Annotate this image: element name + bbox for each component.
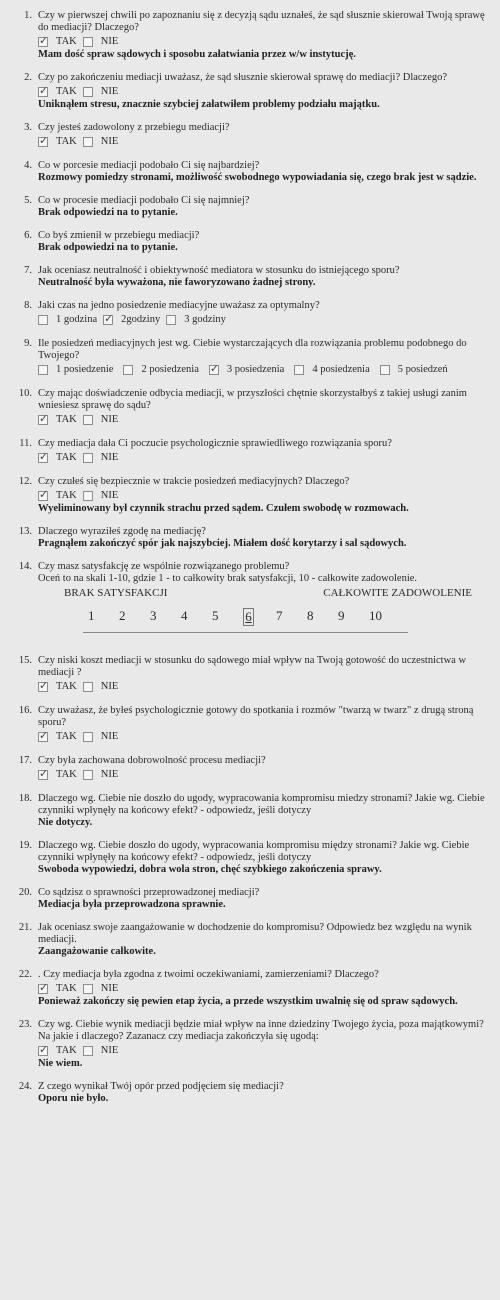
tak-checkbox[interactable] <box>38 37 48 47</box>
tak-label: TAK <box>56 135 77 147</box>
question-21 <box>10 922 492 958</box>
nie-label: NIE <box>100 1044 119 1056</box>
answer-text: Pragnąłem zakończyć spór jak najszybciej. Miałem dość korytarzy i sal sądowych. <box>38 538 407 549</box>
question-12 <box>10 476 492 515</box>
question-17 <box>10 755 492 782</box>
question-19 <box>10 840 492 876</box>
nie-label: NIE <box>100 768 119 780</box>
answer-text: Swoboda wypowiedzi, dobra wola stron, chęć szybkiego zakończenia sprawy. <box>38 864 382 875</box>
question-text: Czy mediacja dała Ci poczucie psychologicznie sprawiedliwego rozwiązania sporu? <box>38 438 392 449</box>
nie-checkbox[interactable] <box>83 984 93 994</box>
tak-label: TAK <box>56 768 77 780</box>
satisfaction-scale <box>10 587 492 633</box>
question-7 <box>10 265 492 289</box>
question-16 <box>10 705 492 744</box>
tak-checkbox[interactable] <box>38 732 48 742</box>
nie-label: NIE <box>100 413 119 425</box>
tak-label: TAK <box>56 1044 77 1056</box>
tak-checkbox[interactable] <box>38 415 48 425</box>
question-number: 19. <box>18 840 32 851</box>
question-number: 2. <box>24 72 32 83</box>
question-number: 3. <box>24 122 32 133</box>
question-14 <box>10 561 492 585</box>
nie-label: NIE <box>100 982 119 994</box>
question-text: Dlaczego wg. Ciebie nie doszło do ugody, wypracowania kompromisu miedzy stronami? Jakie wg. Ciebie czynniki wpłynęły na końcowy efekt? - odpowiedz, jeśli dotyczy <box>38 793 485 816</box>
question-text: Jak oceniasz swoje zaangażowanie w dochodzenie do kompromisu? Odpowiedz bez względu na wynik mediacji. <box>38 922 472 945</box>
question-text: Czy uważasz, że byłeś psychologicznie gotowy do spotkania i rozmów "twarzą w twarz" z drugą stroną sporu? <box>38 705 474 728</box>
question-text: Dlaczego wyraziłeś zgodę na mediację? <box>38 526 206 537</box>
tak-label: TAK <box>56 680 77 692</box>
tak-label: TAK <box>56 982 77 994</box>
nie-checkbox[interactable] <box>83 37 93 47</box>
question-text: Czy w pierwszej chwili po zapoznaniu się z decyzją sądu uznałeś, że sąd słusznie skierował Twoją sprawę do mediacji? Dlaczego? <box>38 10 485 33</box>
tak-label: TAK <box>56 451 77 463</box>
nie-checkbox[interactable] <box>83 87 93 97</box>
question-subtext: Oceń to na skali 1-10, gdzie 1 - to całkowity brak satysfakcji, 10 - całkowite zadowolenie. <box>38 573 418 584</box>
scale-value[interactable]: 10 <box>369 608 382 623</box>
tak-label: TAK <box>56 413 77 425</box>
nie-checkbox[interactable] <box>83 682 93 692</box>
scale-value[interactable]: 7 <box>276 608 283 623</box>
question-5 <box>10 195 492 219</box>
scale-value[interactable]: 5 <box>212 608 219 623</box>
tak-label: TAK <box>56 730 77 742</box>
question-number: 13. <box>18 526 32 537</box>
question-13 <box>10 526 492 550</box>
question-text: Czy mając doświadczenie odbycia mediacji, w przyszłości chętnie skorzystałbyś z takiej usługi zanim wniesiesz sprawę do sądu? <box>38 388 467 411</box>
answer-text: Oporu nie było. <box>38 1093 109 1104</box>
option-label: 5 posiedzeń <box>397 363 448 375</box>
option-label: 1 posiedzenie <box>56 363 114 375</box>
question-8 <box>10 300 492 327</box>
option-checkbox[interactable] <box>38 365 48 375</box>
option-checkbox[interactable] <box>123 365 133 375</box>
tak-checkbox[interactable] <box>38 1046 48 1056</box>
scale-low-label: BRAK SATYSFAKCJI <box>64 587 168 599</box>
tak-label: TAK <box>56 85 77 97</box>
scale-value[interactable]: 2 <box>119 608 126 623</box>
option-label: 2 posiedzenia <box>141 363 199 375</box>
question-text: Czy po zakończeniu mediacji uważasz, że sąd słusznie skierował sprawę do mediacji? Dlaczego? <box>38 72 448 83</box>
answer-text: Brak odpowiedzi na to pytanie. <box>38 207 178 218</box>
question-text: Co w procesie mediacji podobało Ci się najmniej? <box>38 195 250 206</box>
option-checkbox[interactable] <box>166 315 176 325</box>
question-text: Jak oceniasz neutralność i obiektywność mediatora w stosunku do istniejącego sporu? <box>38 265 400 276</box>
question-number: 16. <box>18 705 32 716</box>
option-checkbox[interactable] <box>209 365 219 375</box>
question-3 <box>10 122 492 149</box>
question-1 <box>10 10 492 61</box>
option-label: 2godziny <box>121 313 161 325</box>
question-text: Czy niski koszt mediacji w stosunku do sądowego miał wpływ na Twoją gotowość do uczestnictwa w mediacji ? <box>38 655 467 678</box>
nie-checkbox[interactable] <box>83 491 93 501</box>
option-checkbox[interactable] <box>38 315 48 325</box>
answer-text: Rozmowy pomiedzy stronami, możliwość swobodnego wypowiadania się, czego brak jest w sądzie. <box>38 172 477 183</box>
question-9 <box>10 338 492 377</box>
tak-checkbox[interactable] <box>38 491 48 501</box>
nie-label: NIE <box>100 489 119 501</box>
question-number: 9. <box>24 338 32 349</box>
answer-text: Mediacja była przeprowadzona sprawnie. <box>38 899 226 910</box>
option-label: 3 posiedzenia <box>226 363 285 375</box>
question-text: . Czy mediacja była zgodna z twoimi oczekiwaniami, zamierzeniami? Dlaczego? <box>38 969 379 980</box>
answer-text: Uniknąłem stresu, znacznie szybciej załatwiłem problemy podziału majątku. <box>38 99 380 110</box>
question-number: 14. <box>18 561 32 572</box>
question-number: 1. <box>24 10 32 21</box>
scale-value[interactable]: 1 <box>88 608 95 623</box>
question-text: Czy jesteś zadowolony z przebiegu mediacji? <box>38 122 230 133</box>
nie-label: NIE <box>100 135 119 147</box>
option-label: 3 godziny <box>184 313 226 325</box>
question-text: Czy była zachowana dobrowolność procesu mediacji? <box>38 755 266 766</box>
scale-value[interactable]: 4 <box>181 608 188 623</box>
question-22 <box>10 969 492 1008</box>
question-number: 12. <box>18 476 32 487</box>
scale-line <box>83 632 408 633</box>
question-10 <box>10 388 492 427</box>
scale-value[interactable]: 9 <box>338 608 345 623</box>
scale-high-label: CAŁKOWITE ZADOWOLENIE <box>323 587 472 599</box>
scale-numbers <box>88 608 492 626</box>
question-number: 10. <box>18 388 32 399</box>
question-2 <box>10 72 492 111</box>
question-number: 23. <box>18 1019 32 1030</box>
option-checkbox[interactable] <box>380 365 390 375</box>
answer-text: Nie dotyczy. <box>38 817 93 828</box>
question-text: Co byś zmienił w przebiegu mediacji? <box>38 230 200 241</box>
option-checkbox[interactable] <box>103 315 113 325</box>
nie-checkbox[interactable] <box>83 137 93 147</box>
question-23 <box>10 1019 492 1070</box>
question-number: 15. <box>18 655 32 666</box>
nie-label: NIE <box>100 730 119 742</box>
scale-value-selected[interactable]: 6 <box>243 608 254 626</box>
option-label: 1 godzina <box>56 313 98 325</box>
question-text: Ile posiedzeń mediacyjnych jest wg. Ciebie wystarczających dla rozwiązania problemu podobnego do Twojego? <box>38 338 467 361</box>
question-15 <box>10 655 492 694</box>
tak-label: TAK <box>56 35 77 47</box>
question-text: Czy czułeś się bezpiecznie w trakcie posiedzeń mediacyjnych? Dlaczego? <box>38 476 350 487</box>
nie-checkbox[interactable] <box>83 453 93 463</box>
question-text: Czy wg. Ciebie wynik mediacji będzie miał wpływ na inne dziedziny Twojego życia, poza majątkowymi? Na jakie i dlaczego? Zazanacz czy mediacja zakończyła się ugodą: <box>38 1019 484 1042</box>
question-number: 18. <box>18 793 32 804</box>
tak-checkbox[interactable] <box>38 682 48 692</box>
option-checkbox[interactable] <box>294 365 304 375</box>
question-text: Czy masz satysfakcję ze wspólnie rozwiązanego problemu? <box>38 561 290 572</box>
nie-checkbox[interactable] <box>83 770 93 780</box>
tak-checkbox[interactable] <box>38 770 48 780</box>
nie-label: NIE <box>100 35 119 47</box>
scale-value[interactable]: 3 <box>150 608 157 623</box>
question-number: 21. <box>18 922 32 933</box>
tak-checkbox[interactable] <box>38 984 48 994</box>
question-text: Co w porcesie mediacji podobało Ci się najbardziej? <box>38 160 260 171</box>
nie-label: NIE <box>100 85 119 97</box>
question-number: 8. <box>24 300 32 311</box>
question-text: Co sądzisz o sprawności przeprowadzonej mediacji? <box>38 887 260 898</box>
answer-text: Mam dość spraw sądowych i sposobu załatwiania przez w/w instytucję. <box>38 49 356 60</box>
option-label: 4 posiedzenia <box>312 363 370 375</box>
answer-text: Brak odpowiedzi na to pytanie. <box>38 242 178 253</box>
answer-text: Wyeliminowany był czynnik strachu przed sądem. Czułem swobodę w rozmowach. <box>38 503 409 514</box>
answer-text: Zaangażowanie całkowite. <box>38 946 156 957</box>
question-4 <box>10 160 492 184</box>
question-number: 17. <box>18 755 32 766</box>
question-number: 20. <box>18 887 32 898</box>
nie-checkbox[interactable] <box>83 415 93 425</box>
question-number: 7. <box>24 265 32 276</box>
nie-checkbox[interactable] <box>83 1046 93 1056</box>
tak-label: TAK <box>56 489 77 501</box>
nie-label: NIE <box>100 451 119 463</box>
question-number: 5. <box>24 195 32 206</box>
question-20 <box>10 887 492 911</box>
question-number: 11. <box>19 438 32 449</box>
question-11 <box>10 438 492 465</box>
question-text: Z czego wynikał Twój opór przed podjęciem się mediacji? <box>38 1081 284 1092</box>
question-24 <box>10 1081 492 1105</box>
scale-value[interactable]: 8 <box>307 608 314 623</box>
nie-label: NIE <box>100 680 119 692</box>
nie-checkbox[interactable] <box>83 732 93 742</box>
tak-checkbox[interactable] <box>38 137 48 147</box>
tak-checkbox[interactable] <box>38 87 48 97</box>
question-18 <box>10 793 492 829</box>
question-text: Dlaczego wg. Ciebie doszło do ugody, wypracowania kompromisu między stronami? Jakie wg. Ciebie czynniki wpłynęły na końcowy efekt? - odpowiedz, jeśli dotyczy <box>38 840 470 863</box>
question-number: 4. <box>24 160 32 171</box>
answer-text: Neutralność była wyważona, nie faworyzowano żadnej strony. <box>38 277 316 288</box>
question-number: 22. <box>18 969 32 980</box>
tak-checkbox[interactable] <box>38 453 48 463</box>
question-text: Jaki czas na jedno posiedzenie mediacyjne uważasz za optymalny? <box>38 300 320 311</box>
answer-text: Ponieważ zakończy się pewien etap życia, a przede wszystkim uwalnię się od spraw sądowych. <box>38 996 458 1007</box>
question-6 <box>10 230 492 254</box>
answer-text: Nie wiem. <box>38 1058 83 1069</box>
question-number: 6. <box>24 230 32 241</box>
question-number: 24. <box>18 1081 32 1092</box>
